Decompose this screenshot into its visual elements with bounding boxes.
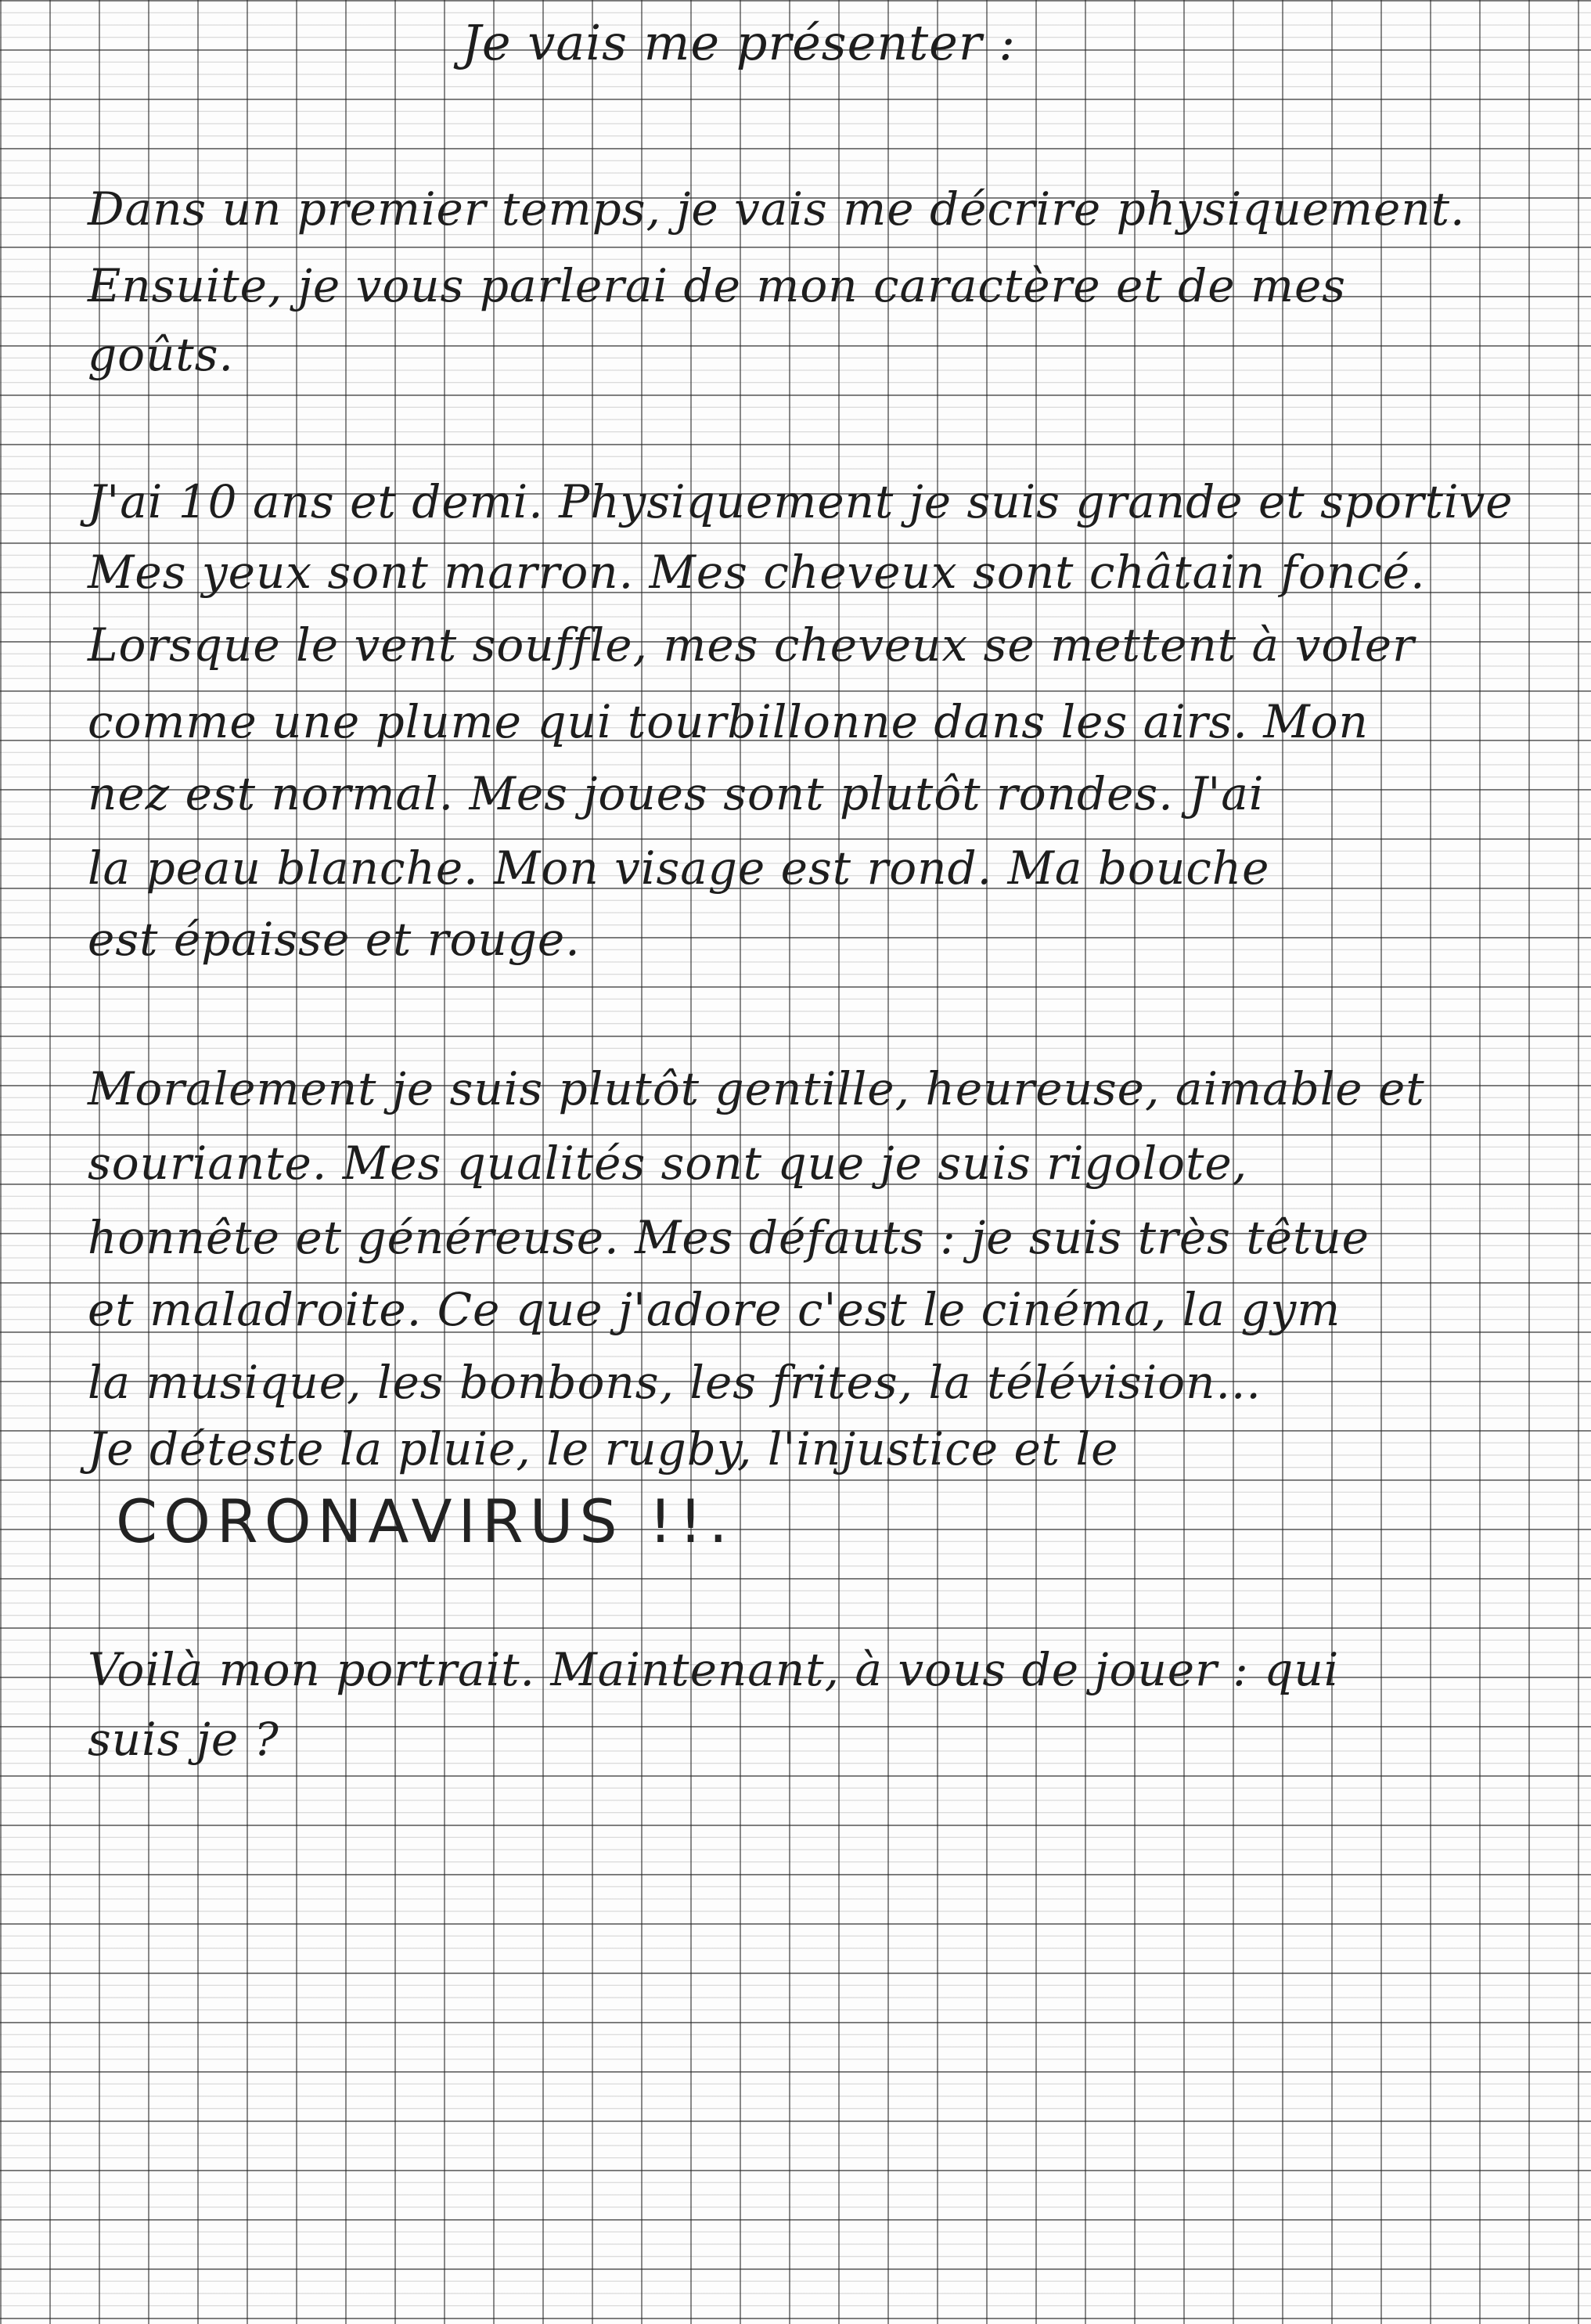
text-line: Mes yeux sont marron. Mes cheveux sont châtain foncé. bbox=[88, 546, 1426, 599]
text-line: Je déteste la pluie, le rugby, l'injustice et le bbox=[88, 1422, 1119, 1475]
text-line: la musique, les bonbons, les frites, la télévision... bbox=[88, 1356, 1262, 1409]
text-line: nez est normal. Mes joues sont plutôt rondes. J'ai bbox=[88, 767, 1265, 820]
text-line: Voilà mon portrait. Maintenant, à vous de jouer : qui bbox=[88, 1643, 1340, 1696]
text-line: comme une plume qui tourbillonne dans les airs. Mon bbox=[88, 695, 1369, 748]
text-line: est épaisse et rouge. bbox=[88, 913, 581, 966]
text-line-coronavirus: CORONAVIRUS !!. bbox=[116, 1486, 734, 1556]
text-line: Lorsque le vent souffle, mes cheveux se mettent à voler bbox=[88, 618, 1415, 672]
text-line: Moralement je suis plutôt gentille, heureuse, aimable et bbox=[88, 1062, 1425, 1115]
text-line: honnête et généreuse. Mes défauts : je suis très têtue bbox=[88, 1211, 1370, 1264]
text-line: la peau blanche. Mon visage est rond. Ma bouche bbox=[88, 841, 1270, 895]
text-line: Dans un premier temps, je vais me décrire physiquement. bbox=[88, 182, 1466, 236]
page-edge bbox=[0, 0, 2, 2324]
text-line: Ensuite, je vous parlerai de mon caractère et de mes bbox=[88, 259, 1347, 312]
text-line: et maladroite. Ce que j'adore c'est le cinéma, la gym bbox=[88, 1283, 1341, 1336]
text-line: souriante. Mes qualités sont que je suis rigolote, bbox=[88, 1137, 1248, 1190]
text-line: J'ai 10 ans et demi. Physiquement je suis grande et sportive bbox=[88, 475, 1514, 528]
text-line: goûts. bbox=[88, 328, 234, 381]
page-title: Je vais me présenter : bbox=[462, 14, 1017, 71]
text-line: suis je ? bbox=[88, 1713, 279, 1766]
